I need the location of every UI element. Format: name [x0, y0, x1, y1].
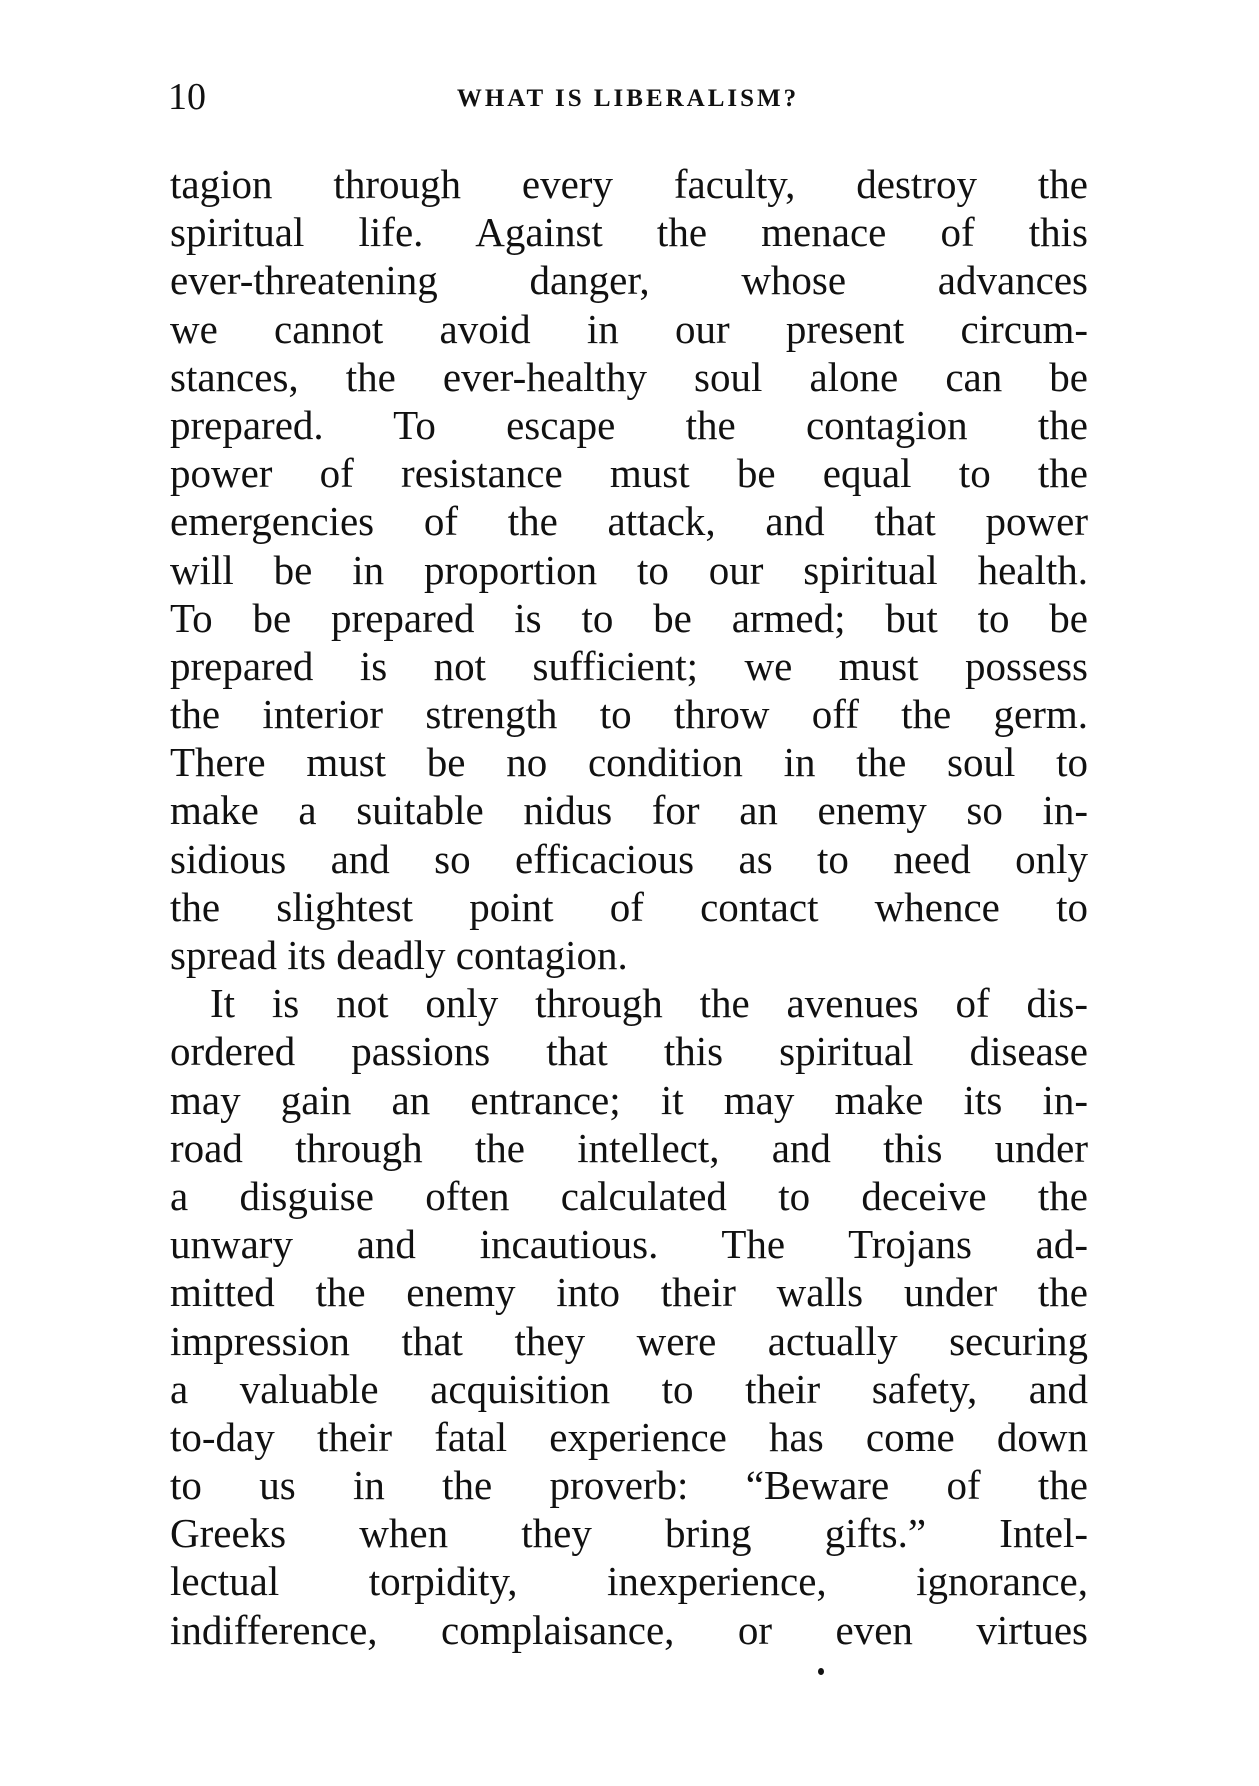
body-text — [170, 160, 1088, 1654]
text-line: make a suitable nidus for an enemy so in- — [170, 787, 1088, 834]
text-line: stances, the ever-healthy soul alone can be — [170, 353, 1088, 400]
text-line: Greeks when they bring gifts.” Intel- — [170, 1510, 1088, 1557]
text-line: prepared is not sufficient; we must possess — [170, 642, 1088, 689]
text-line: emergencies of the attack, and that power — [170, 498, 1088, 545]
text-line: will be in proportion to our spiritual health. — [170, 546, 1088, 593]
text-line: power of resistance must be equal to the — [170, 450, 1088, 497]
text-line: a valuable acquisition to their safety, and — [170, 1365, 1088, 1412]
text-line: to us in the proverb: “Beware of the — [170, 1462, 1088, 1509]
text-line: To be prepared is to be armed; but to be — [170, 594, 1088, 641]
text-line: spiritual life. Against the menace of this — [170, 209, 1088, 256]
text-line: ordered passions that this spiritual disease — [170, 1028, 1088, 1075]
text-line: tagion through every faculty, destroy the — [170, 161, 1088, 207]
paragraph-1 — [170, 160, 1088, 979]
text-line: to-day their fatal experience has come down — [170, 1413, 1088, 1460]
text-line: spread its deadly contagion. — [170, 932, 628, 978]
text-line: indifference, complaisance, or even virtues — [170, 1606, 1088, 1653]
text-line: the slightest point of contact whence to — [170, 883, 1088, 930]
running-title: WHAT IS LIBERALISM? — [456, 85, 800, 112]
text-line: unwary and incautious. The Trojans ad- — [170, 1221, 1088, 1268]
text-line: impression that they were actually securing — [170, 1317, 1088, 1364]
text-line: ever-threatening danger, whose advances — [170, 257, 1088, 304]
text-line: mitted the enemy into their walls under the — [170, 1269, 1088, 1316]
page-number: 10 — [168, 76, 206, 118]
ink-speck — [818, 1668, 824, 1675]
paragraph-2 — [170, 979, 1088, 1654]
text-line: we cannot avoid in our present circum- — [170, 305, 1088, 352]
text-line: road through the intellect, and this under — [170, 1124, 1088, 1171]
text-line: a disguise often calculated to deceive the — [170, 1172, 1088, 1219]
text-line: the interior strength to throw off the germ. — [170, 691, 1088, 738]
text-line: There must be no condition in the soul to — [170, 739, 1088, 786]
text-line: may gain an entrance; it may make its in- — [170, 1076, 1088, 1123]
text-line: prepared. To escape the contagion the — [170, 401, 1088, 448]
text-line: sidious and so efficacious as to need only — [170, 835, 1088, 882]
page-header — [168, 72, 1088, 122]
text-line: It is not only through the avenues of dis- — [210, 980, 1088, 1027]
text-line: lectual torpidity, inexperience, ignorance, — [170, 1558, 1088, 1605]
